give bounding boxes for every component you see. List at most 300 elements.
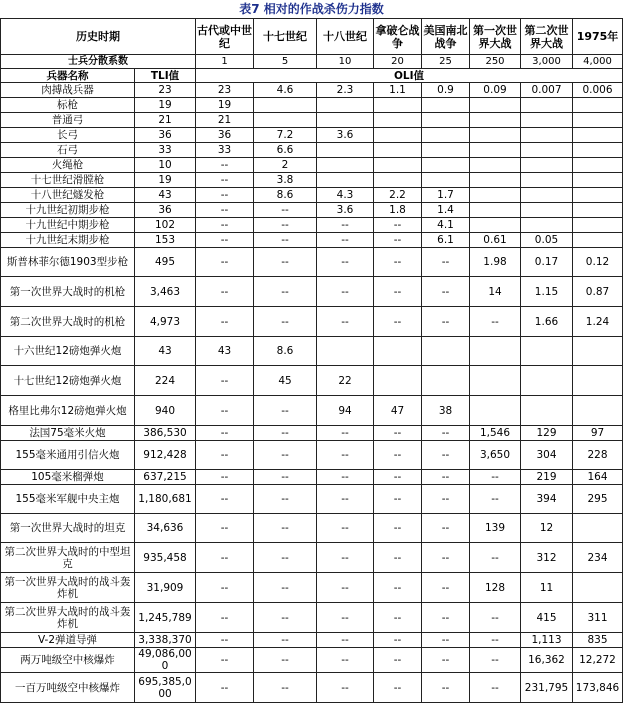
oli-value	[374, 143, 422, 158]
oli-value	[573, 158, 623, 173]
oli-value: 304	[521, 441, 573, 470]
oli-value: 33	[196, 143, 254, 158]
oli-value: 219	[521, 470, 573, 485]
oli-value: --	[422, 441, 470, 470]
tli-value: 4,973	[135, 307, 196, 337]
oli-value: 312	[521, 543, 573, 573]
oli-value: 45	[254, 366, 317, 396]
oli-value	[573, 366, 623, 396]
oli-value	[254, 113, 317, 128]
tli-value: 23	[135, 83, 196, 98]
oli-value	[470, 337, 521, 366]
oli-value	[422, 158, 470, 173]
oli-value	[573, 128, 623, 143]
oli-value: --	[254, 573, 317, 603]
oli-value	[573, 143, 623, 158]
oli-value: 16,362	[521, 648, 573, 673]
coef-value: 25	[422, 55, 470, 69]
oli-value	[470, 203, 521, 218]
oli-value: 415	[521, 603, 573, 633]
tli-value: 49,086,000	[135, 648, 196, 673]
oli-value: --	[196, 248, 254, 277]
oli-value: 3.6	[317, 128, 374, 143]
oli-value: --	[374, 514, 422, 543]
weapon-name: 第二次世界大战时的战斗轰炸机	[1, 603, 135, 633]
oli-value	[470, 173, 521, 188]
oli-value: --	[422, 573, 470, 603]
oli-value: 1.15	[521, 277, 573, 307]
oli-value: --	[422, 470, 470, 485]
oli-value: --	[317, 485, 374, 514]
oli-value: --	[317, 307, 374, 337]
oli-value: 295	[573, 485, 623, 514]
oli-value: --	[374, 470, 422, 485]
oli-value: 0.007	[521, 83, 573, 98]
weapon-name: 第二次世界大战时的机枪	[1, 307, 135, 337]
oli-value	[470, 128, 521, 143]
oli-value: --	[374, 248, 422, 277]
oli-value	[317, 158, 374, 173]
oli-value: 36	[196, 128, 254, 143]
oli-value: --	[254, 673, 317, 703]
coef-row	[1, 55, 623, 69]
oli-value: 3.6	[317, 203, 374, 218]
tli-value: 224	[135, 366, 196, 396]
weapon-name: V-2弹道导弹	[1, 633, 135, 648]
oli-value	[470, 158, 521, 173]
oli-value	[422, 173, 470, 188]
oli-value: --	[374, 648, 422, 673]
oli-value	[470, 98, 521, 113]
oli-value: --	[196, 366, 254, 396]
weapon-name: 105毫米榴弹炮	[1, 470, 135, 485]
oli-value	[521, 337, 573, 366]
weapon-name: 十九世纪中期步枪	[1, 218, 135, 233]
oli-value: --	[317, 543, 374, 573]
weapon-name: 十九世纪末期步枪	[1, 233, 135, 248]
oli-value: --	[196, 514, 254, 543]
tli-value: 912,428	[135, 441, 196, 470]
weapon-name: 普通弓	[1, 113, 135, 128]
tli-value: 3,463	[135, 277, 196, 307]
oli-value	[521, 366, 573, 396]
oli-value	[470, 366, 521, 396]
oli-value: 0.17	[521, 248, 573, 277]
oli-value: --	[374, 673, 422, 703]
weapon-name: 肉搏战兵器	[1, 83, 135, 98]
oli-value	[573, 113, 623, 128]
oli-value: 1,546	[470, 426, 521, 441]
oli-value: 23	[196, 83, 254, 98]
weapon-name: 火绳枪	[1, 158, 135, 173]
oli-value: --	[254, 470, 317, 485]
oli-value	[521, 143, 573, 158]
coef-value: 1	[196, 55, 254, 69]
oli-value: --	[374, 441, 422, 470]
oli-value: --	[317, 248, 374, 277]
oli-value: 164	[573, 470, 623, 485]
oli-value: --	[422, 307, 470, 337]
period-header: 美国南北战争	[422, 19, 470, 55]
oli-value: --	[254, 648, 317, 673]
oli-value: 4.6	[254, 83, 317, 98]
oli-value	[317, 113, 374, 128]
oli-value: 94	[317, 396, 374, 426]
oli-value: --	[422, 248, 470, 277]
period-header: 十七世纪	[254, 19, 317, 55]
oli-value	[573, 514, 623, 543]
coef-label: 士兵分散系数	[1, 55, 196, 69]
oli-value: --	[374, 573, 422, 603]
oli-value	[422, 366, 470, 396]
table-row	[1, 248, 623, 277]
table-row	[1, 143, 623, 158]
oli-value: --	[374, 233, 422, 248]
oli-value	[374, 113, 422, 128]
oli-value: --	[317, 603, 374, 633]
oli-value: 8.6	[254, 188, 317, 203]
oli-value: --	[317, 470, 374, 485]
weapon-name: 第一次世界大战时的机枪	[1, 277, 135, 307]
oli-value: 2.3	[317, 83, 374, 98]
coef-value: 5	[254, 55, 317, 69]
oli-value: --	[317, 648, 374, 673]
table-row	[1, 426, 623, 441]
oli-value: --	[422, 633, 470, 648]
oli-value: --	[374, 603, 422, 633]
oli-value	[521, 98, 573, 113]
oli-value	[317, 98, 374, 113]
period-header: 古代或中世纪	[196, 19, 254, 55]
oli-value: --	[196, 203, 254, 218]
oli-value	[470, 188, 521, 203]
oli-value	[573, 218, 623, 233]
oli-value	[470, 113, 521, 128]
oli-value: 6.6	[254, 143, 317, 158]
coef-value: 4,000	[573, 55, 623, 69]
weapon-name: 十七世纪12磅炮弹火炮	[1, 366, 135, 396]
table-row	[1, 188, 623, 203]
oli-value: 234	[573, 543, 623, 573]
column-label-row	[1, 69, 623, 83]
oli-value: --	[422, 277, 470, 307]
tli-value: 386,530	[135, 426, 196, 441]
tli-value: 36	[135, 128, 196, 143]
oli-value: --	[196, 158, 254, 173]
tli-value: 19	[135, 98, 196, 113]
weapon-name: 第二次世界大战时的中型坦克	[1, 543, 135, 573]
oli-value: 1.24	[573, 307, 623, 337]
oli-value: --	[374, 277, 422, 307]
oli-value: --	[196, 633, 254, 648]
weapon-name: 155毫米通用引信火炮	[1, 441, 135, 470]
oli-value: --	[470, 470, 521, 485]
oli-value	[317, 337, 374, 366]
oli-value: --	[196, 543, 254, 573]
oli-value	[374, 337, 422, 366]
tli-value: 695,385,000	[135, 673, 196, 703]
oli-value: 228	[573, 441, 623, 470]
weapon-name: 十六世纪12磅炮弹火炮	[1, 337, 135, 366]
oli-value: --	[254, 514, 317, 543]
oli-value: 128	[470, 573, 521, 603]
weapon-name: 两万吨级空中核爆炸	[1, 648, 135, 673]
table-row	[1, 277, 623, 307]
weapon-name: 格里比弗尔12磅炮弹火炮	[1, 396, 135, 426]
weapon-label: 兵器名称	[1, 69, 135, 83]
tli-value: 935,458	[135, 543, 196, 573]
oli-value: --	[196, 277, 254, 307]
table-row	[1, 543, 623, 573]
oli-value: 2.2	[374, 188, 422, 203]
oli-value	[521, 396, 573, 426]
coef-value: 250	[470, 55, 521, 69]
oli-value: --	[470, 485, 521, 514]
oli-value: 3.8	[254, 173, 317, 188]
oli-value: --	[422, 543, 470, 573]
oli-value: --	[254, 485, 317, 514]
period-header-row	[1, 19, 623, 55]
oli-value: --	[254, 396, 317, 426]
oli-value: --	[317, 233, 374, 248]
table-row	[1, 648, 623, 673]
tli-value: 31,909	[135, 573, 196, 603]
table-row	[1, 366, 623, 396]
oli-value: --	[422, 648, 470, 673]
oli-value	[521, 113, 573, 128]
weapon-name: 标枪	[1, 98, 135, 113]
oli-value: 3,650	[470, 441, 521, 470]
oli-value	[422, 128, 470, 143]
period-header: 1975年	[573, 19, 623, 55]
table-row	[1, 218, 623, 233]
oli-value	[521, 188, 573, 203]
tli-value: 495	[135, 248, 196, 277]
oli-value: --	[254, 218, 317, 233]
oli-value: --	[470, 603, 521, 633]
table-row	[1, 113, 623, 128]
tli-value: 43	[135, 337, 196, 366]
oli-value: --	[317, 277, 374, 307]
oli-value: --	[317, 514, 374, 543]
oli-value: --	[196, 673, 254, 703]
oli-value	[573, 337, 623, 366]
oli-value: --	[196, 603, 254, 633]
table-row	[1, 307, 623, 337]
oli-value	[422, 98, 470, 113]
tli-value: 1,245,789	[135, 603, 196, 633]
oli-value: --	[254, 203, 317, 218]
oli-value: --	[254, 233, 317, 248]
table-row	[1, 396, 623, 426]
oli-value: --	[374, 307, 422, 337]
oli-value: --	[254, 441, 317, 470]
oli-value: --	[254, 603, 317, 633]
oli-value: 12,272	[573, 648, 623, 673]
oli-value: 43	[196, 337, 254, 366]
tli-value: 19	[135, 173, 196, 188]
oli-value: --	[374, 485, 422, 514]
oli-value: 311	[573, 603, 623, 633]
oli-value: --	[317, 426, 374, 441]
table-row	[1, 603, 623, 633]
tli-value: 34,636	[135, 514, 196, 543]
coef-value: 10	[317, 55, 374, 69]
oli-value: --	[470, 648, 521, 673]
oli-value: 2	[254, 158, 317, 173]
period-header: 第一次世界大战	[470, 19, 521, 55]
oli-value	[470, 218, 521, 233]
oli-value: --	[254, 248, 317, 277]
tli-value: 940	[135, 396, 196, 426]
oli-value	[573, 98, 623, 113]
tli-value: 21	[135, 113, 196, 128]
oli-value: --	[317, 633, 374, 648]
oli-value: --	[196, 573, 254, 603]
oli-value	[573, 203, 623, 218]
weapon-name: 一百万吨级空中核爆炸	[1, 673, 135, 703]
oli-value: --	[422, 673, 470, 703]
table-title: 表7 相对的作战杀伤力指数	[239, 2, 384, 16]
oli-value: 1.66	[521, 307, 573, 337]
oli-value: --	[196, 233, 254, 248]
table-row	[1, 203, 623, 218]
weapon-name: 155毫米军舰中央主炮	[1, 485, 135, 514]
oli-value: 14	[470, 277, 521, 307]
tli-value: 153	[135, 233, 196, 248]
table-row	[1, 485, 623, 514]
weapon-name: 十八世纪燧发枪	[1, 188, 135, 203]
weapon-name: 第一次世界大战时的战斗轰炸机	[1, 573, 135, 603]
oli-value	[470, 396, 521, 426]
oli-value: 21	[196, 113, 254, 128]
oli-value: --	[196, 188, 254, 203]
oli-value: --	[254, 543, 317, 573]
oli-value	[422, 143, 470, 158]
tli-value: 36	[135, 203, 196, 218]
table-row	[1, 441, 623, 470]
tli-value: 1,180,681	[135, 485, 196, 514]
period-header: 第二次世界大战	[521, 19, 573, 55]
oli-value: 0.12	[573, 248, 623, 277]
oli-value	[573, 188, 623, 203]
oli-value: --	[470, 633, 521, 648]
oli-value: 12	[521, 514, 573, 543]
oli-value	[573, 396, 623, 426]
oli-value: --	[422, 485, 470, 514]
oli-value	[317, 143, 374, 158]
oli-value	[374, 158, 422, 173]
oli-value	[521, 128, 573, 143]
oli-value: --	[196, 218, 254, 233]
oli-value: --	[196, 396, 254, 426]
oli-value: --	[254, 307, 317, 337]
weapon-name: 长弓	[1, 128, 135, 143]
tli-label: TLI值	[135, 69, 196, 83]
oli-value: 0.9	[422, 83, 470, 98]
table-row	[1, 337, 623, 366]
period-label: 历史时期	[1, 19, 196, 55]
oli-value: --	[317, 573, 374, 603]
oli-value: 1.4	[422, 203, 470, 218]
oli-value: 1.1	[374, 83, 422, 98]
oli-value: 8.6	[254, 337, 317, 366]
oli-value: 38	[422, 396, 470, 426]
oli-value: --	[196, 648, 254, 673]
oli-value	[573, 573, 623, 603]
weapon-name: 十九世纪初期步枪	[1, 203, 135, 218]
weapon-name: 十七世纪滑膛枪	[1, 173, 135, 188]
oli-value: 0.09	[470, 83, 521, 98]
table-row	[1, 573, 623, 603]
table-row	[1, 233, 623, 248]
period-header: 十八世纪	[317, 19, 374, 55]
tli-value: 637,215	[135, 470, 196, 485]
oli-value: --	[374, 633, 422, 648]
weapon-name: 斯普林菲尔德1903型步枪	[1, 248, 135, 277]
oli-value	[422, 113, 470, 128]
oli-value: --	[422, 603, 470, 633]
oli-value: 231,795	[521, 673, 573, 703]
oli-value: 0.006	[573, 83, 623, 98]
oli-value	[317, 173, 374, 188]
table-row	[1, 128, 623, 143]
oli-value: 6.1	[422, 233, 470, 248]
oli-value: 1,113	[521, 633, 573, 648]
oli-value	[374, 366, 422, 396]
oli-value: 0.61	[470, 233, 521, 248]
weapon-name: 第一次世界大战时的坦克	[1, 514, 135, 543]
oli-value: --	[374, 543, 422, 573]
oli-value: 7.2	[254, 128, 317, 143]
oli-value: 173,846	[573, 673, 623, 703]
coef-value: 3,000	[521, 55, 573, 69]
coef-value: 20	[374, 55, 422, 69]
weapon-name: 法国75毫米火炮	[1, 426, 135, 441]
oli-value: --	[196, 426, 254, 441]
oli-value: --	[374, 426, 422, 441]
lethality-table	[0, 18, 623, 703]
table-row	[1, 158, 623, 173]
table-row	[1, 470, 623, 485]
oli-value: --	[470, 543, 521, 573]
oli-value: 835	[573, 633, 623, 648]
tli-value: 3,338,370	[135, 633, 196, 648]
oli-value: --	[196, 441, 254, 470]
oli-value: --	[196, 470, 254, 485]
oli-value	[374, 128, 422, 143]
oli-label: OLI值	[196, 69, 623, 83]
oli-value: 47	[374, 396, 422, 426]
tli-value: 102	[135, 218, 196, 233]
oli-value: --	[470, 307, 521, 337]
oli-value: --	[422, 426, 470, 441]
oli-value	[521, 158, 573, 173]
oli-value: 1.7	[422, 188, 470, 203]
oli-value: --	[196, 173, 254, 188]
oli-value: --	[196, 485, 254, 514]
oli-value	[521, 203, 573, 218]
oli-value: --	[196, 307, 254, 337]
table-row	[1, 514, 623, 543]
table-row	[1, 98, 623, 113]
oli-value: 0.05	[521, 233, 573, 248]
oli-value	[470, 143, 521, 158]
oli-value: --	[374, 218, 422, 233]
oli-value: 1.8	[374, 203, 422, 218]
oli-value: --	[254, 426, 317, 441]
table-row	[1, 83, 623, 98]
